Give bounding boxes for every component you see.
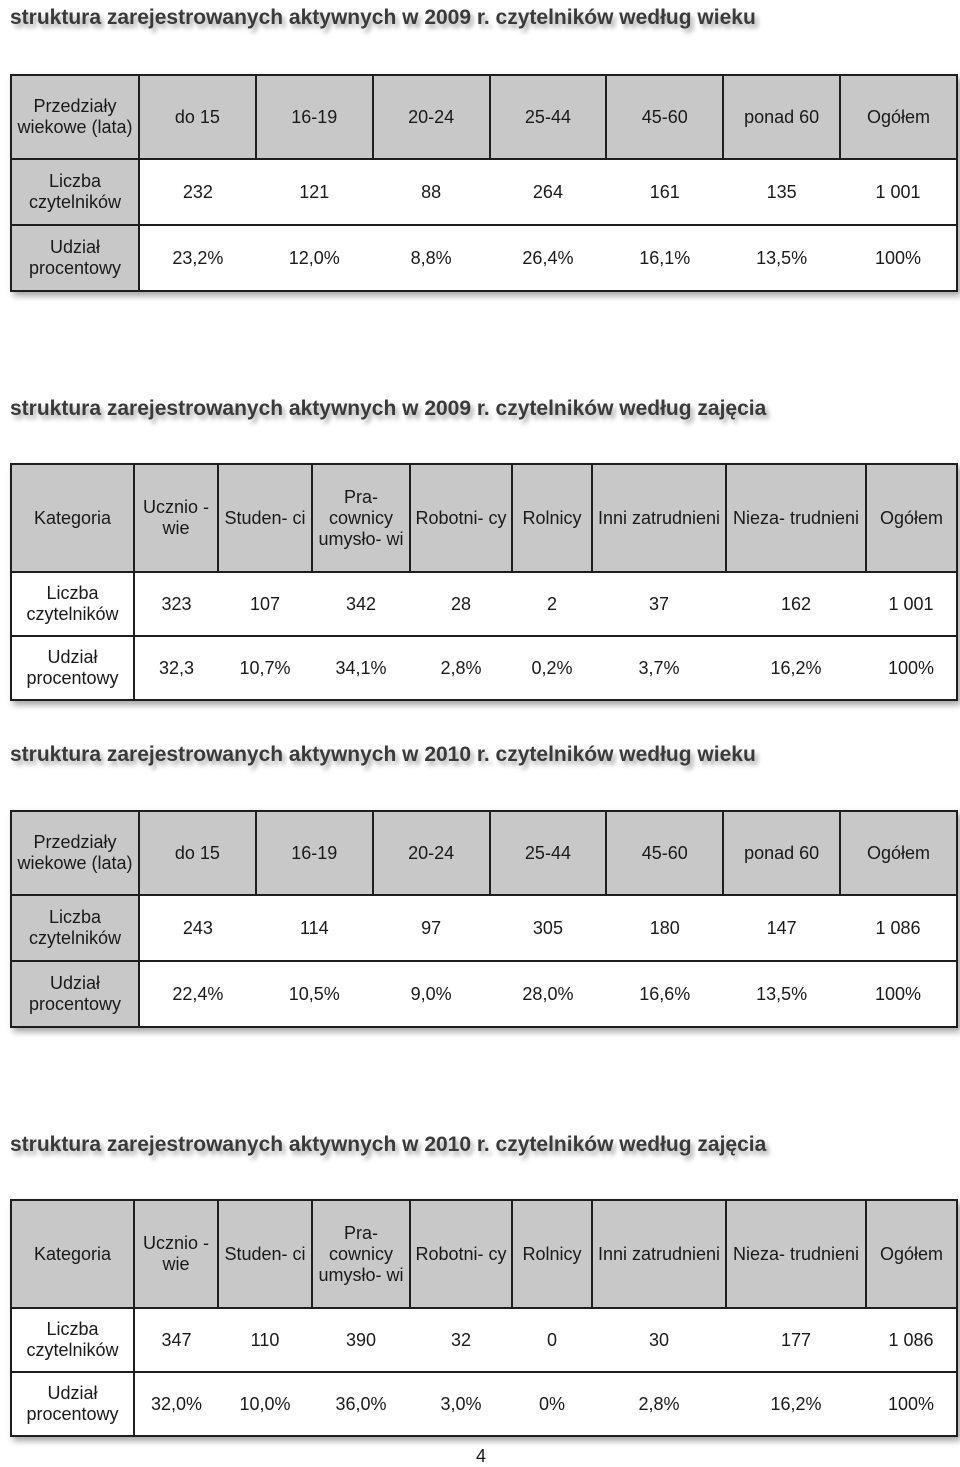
table-cell: 88 [373, 159, 490, 225]
table-cell: 26,4% [490, 225, 607, 291]
row-label: Udział procentowy [11, 961, 139, 1027]
table-cell: 3,7% [592, 636, 726, 700]
table-cell: 121 [256, 159, 373, 225]
header-cell: Ogółem [866, 464, 957, 572]
header-cell: Ogółem [866, 1200, 957, 1308]
table-cell: 32 [410, 1308, 512, 1372]
header-cell: 16-19 [256, 75, 373, 159]
table-cell: 100% [866, 636, 957, 700]
table-header-row [11, 75, 957, 159]
table-cell: 16,6% [606, 961, 723, 1027]
header-cell: 45-60 [606, 811, 723, 895]
occupation-table-2010 [10, 1199, 958, 1437]
page-number: 4 [476, 1446, 487, 1466]
table-cell: 10,0% [218, 1372, 312, 1436]
table-cell: 28 [410, 572, 512, 636]
row-label: Liczba czytelników [11, 159, 139, 225]
table-cell: 16,1% [606, 225, 723, 291]
table-header-row [11, 1200, 957, 1308]
header-cell: ponad 60 [723, 811, 840, 895]
table-cell: 147 [723, 895, 840, 961]
table-cell: 390 [312, 1308, 410, 1372]
table-cell: 36,0% [312, 1372, 410, 1436]
table-cell: 1 001 [840, 159, 957, 225]
table-cell: 243 [139, 895, 256, 961]
table-cell: 32,3 [134, 636, 218, 700]
table-cell: 100% [840, 961, 957, 1027]
table-cell: 23,2% [139, 225, 256, 291]
table-cell: 323 [134, 572, 218, 636]
age-table-2010 [10, 810, 958, 1028]
table-cell: 342 [312, 572, 410, 636]
row-label: Udział procentowy [11, 1372, 134, 1436]
table-cell: 1 086 [866, 1308, 957, 1372]
table-cell: 10,7% [218, 636, 312, 700]
table-header-row [11, 811, 957, 895]
header-cell: Inni zatrudnieni [592, 464, 726, 572]
table-cell: 12,0% [256, 225, 373, 291]
header-cell: Robotni- cy [410, 1200, 512, 1308]
table-cell: 0 [512, 1308, 592, 1372]
header-cell: 20-24 [373, 811, 490, 895]
occupation-table-2009 [10, 463, 958, 701]
header-cell: do 15 [139, 811, 256, 895]
header-cell: Inni zatrudnieni [592, 1200, 726, 1308]
table-cell: 22,4% [139, 961, 256, 1027]
header-cell: Nieza- trudnieni [726, 464, 866, 572]
header-cell: 45-60 [606, 75, 723, 159]
header-cell: Przedziały wiekowe (lata) [11, 811, 139, 895]
table-row [11, 1308, 957, 1372]
table-cell: 100% [866, 1372, 957, 1436]
table-cell: 2,8% [592, 1372, 726, 1436]
table-row [11, 572, 957, 636]
header-cell: Przedziały wiekowe (lata) [11, 75, 139, 159]
row-label: Udział procentowy [11, 636, 134, 700]
table-cell: 232 [139, 159, 256, 225]
table-row [11, 895, 957, 961]
table4-title: struktura zarejestrowanych aktywnych w 2010 r. czytelników według zajęcia [10, 1133, 767, 1156]
table-cell: 177 [726, 1308, 866, 1372]
table-cell: 180 [606, 895, 723, 961]
table-cell: 0% [512, 1372, 592, 1436]
table2-title: struktura zarejestrowanych aktywnych w 2009 r. czytelników według zajęcia [10, 397, 767, 420]
table-cell: 0,2% [512, 636, 592, 700]
header-cell: Rolnicy [512, 464, 592, 572]
age-table-2009 [10, 74, 958, 292]
table-cell: 37 [592, 572, 726, 636]
header-cell: Studen- ci [218, 1200, 312, 1308]
table-cell: 1 086 [840, 895, 957, 961]
header-cell: Kategoria [11, 1200, 134, 1308]
table-cell: 97 [373, 895, 490, 961]
table-row [11, 636, 957, 700]
table-row [11, 159, 957, 225]
table1-title: struktura zarejestrowanych aktywnych w 2009 r. czytelników według wieku [10, 6, 756, 29]
table3-title: struktura zarejestrowanych aktywnych w 2010 r. czytelników według wieku [10, 743, 756, 766]
row-label: Liczba czytelników [11, 572, 134, 636]
table-row [11, 961, 957, 1027]
table-cell: 34,1% [312, 636, 410, 700]
table-cell: 8,8% [373, 225, 490, 291]
table-cell: 107 [218, 572, 312, 636]
header-cell: Ogółem [840, 811, 957, 895]
table-cell: 100% [840, 225, 957, 291]
table-cell: 13,5% [723, 225, 840, 291]
header-cell: Studen- ci [218, 464, 312, 572]
table-cell: 16,2% [726, 1372, 866, 1436]
row-label: Udział procentowy [11, 225, 139, 291]
table-cell: 305 [490, 895, 607, 961]
table-cell: 9,0% [373, 961, 490, 1027]
table-cell: 28,0% [490, 961, 607, 1027]
header-cell: Nieza- trudnieni [726, 1200, 866, 1308]
table-cell: 161 [606, 159, 723, 225]
table-row [11, 225, 957, 291]
table-cell: 2 [512, 572, 592, 636]
header-cell: Ogółem [840, 75, 957, 159]
table-cell: 162 [726, 572, 866, 636]
header-cell: 25-44 [490, 811, 607, 895]
header-cell: 16-19 [256, 811, 373, 895]
header-cell: 25-44 [490, 75, 607, 159]
table-cell: 347 [134, 1308, 218, 1372]
table-cell: 13,5% [723, 961, 840, 1027]
row-label: Liczba czytelników [11, 1308, 134, 1372]
table-cell: 264 [490, 159, 607, 225]
header-cell: Pra- cownicy umysło- wi [312, 1200, 410, 1308]
table-row [11, 1372, 957, 1436]
table-cell: 32,0% [134, 1372, 218, 1436]
table-cell: 114 [256, 895, 373, 961]
table-cell: 3,0% [410, 1372, 512, 1436]
table-cell: 16,2% [726, 636, 866, 700]
header-cell: Rolnicy [512, 1200, 592, 1308]
header-cell: Pra- cownicy umysło- wi [312, 464, 410, 572]
row-label: Liczba czytelników [11, 895, 139, 961]
table-cell: 110 [218, 1308, 312, 1372]
table-cell: 30 [592, 1308, 726, 1372]
table-cell: 2,8% [410, 636, 512, 700]
header-cell: Robotni- cy [410, 464, 512, 572]
header-cell: Kategoria [11, 464, 134, 572]
header-cell: Ucznio -wie [134, 464, 218, 572]
table-cell: 1 001 [866, 572, 957, 636]
header-cell: ponad 60 [723, 75, 840, 159]
header-cell: 20-24 [373, 75, 490, 159]
table-cell: 135 [723, 159, 840, 225]
table-cell: 10,5% [256, 961, 373, 1027]
table-header-row [11, 464, 957, 572]
header-cell: do 15 [139, 75, 256, 159]
header-cell: Ucznio -wie [134, 1200, 218, 1308]
